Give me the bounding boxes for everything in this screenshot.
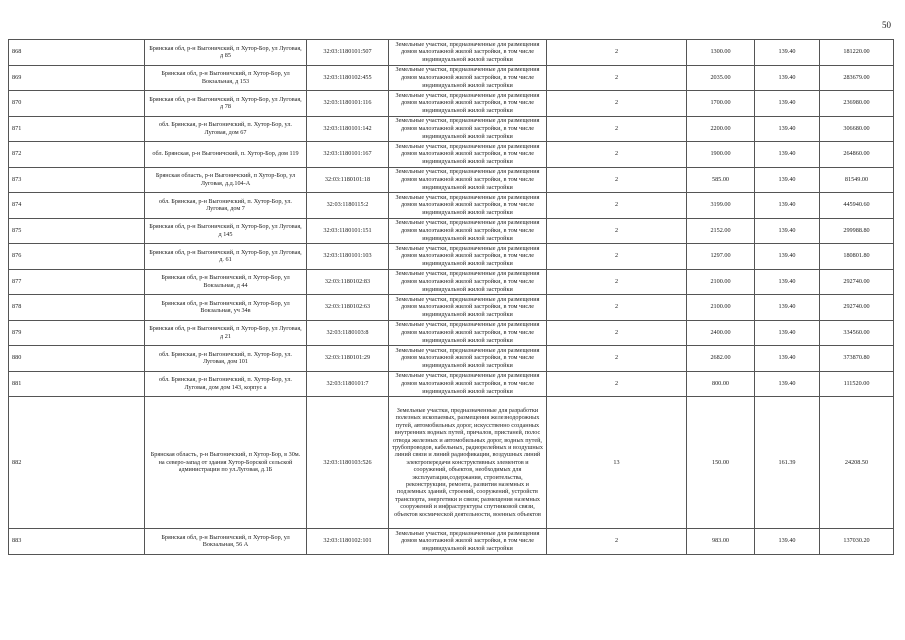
table-row — [9, 346, 894, 372]
cadastral-value-cell: 137030.20 — [820, 529, 894, 555]
land-use-cell: Земельные участки, предназначенные для размещения домов малоэтажной жилой застройки, в том числе индивидуальной жилой застройки — [389, 167, 547, 193]
row-number-cell: 868 — [9, 40, 145, 66]
cadastral-number-cell: 32:03:1180103:8 — [307, 320, 389, 346]
table-row — [9, 371, 894, 397]
area-cell: 1900.00 — [687, 142, 755, 168]
address-cell: обл. Брянская, р-н Выгоничский, п. Хутор-Бор, ул. Луговая, дом 7 — [145, 193, 307, 219]
cadastral-value-cell: 299988.80 — [820, 218, 894, 244]
row-number-cell: 877 — [9, 269, 145, 295]
land-use-cell: Земельные участки, предназначенные для размещения домов малоэтажной жилой застройки, в том числе индивидуальной жилой застройки — [389, 529, 547, 555]
cadastral-value-cell: 181220.00 — [820, 40, 894, 66]
row-number-cell: 882 — [9, 397, 145, 529]
row-number-cell: 878 — [9, 295, 145, 321]
row-number-cell: 880 — [9, 346, 145, 372]
land-use-cell: Земельные участки, предназначенные для размещения домов малоэтажной жилой застройки, в том числе индивидуальной жилой застройки — [389, 295, 547, 321]
specific-value-cell: 139.40 — [755, 269, 820, 295]
row-number-cell: 871 — [9, 116, 145, 142]
row-number-cell: 874 — [9, 193, 145, 219]
cadastral-number-cell: 32:03:1180101:142 — [307, 116, 389, 142]
address-cell: Брянская обл, р-н Выгоничский, п Хутор-Бор, ул Вокзальная, уч 34в — [145, 295, 307, 321]
cadastral-number-cell: 32:03:1180102:455 — [307, 65, 389, 91]
address-cell: Брянская обл, р-н Выгоничский, п Хутор-Бор, ул Луговая, д. 61 — [145, 244, 307, 270]
land-use-cell: Земельные участки, предназначенные для размещения домов малоэтажной жилой застройки, в том числе индивидуальной жилой застройки — [389, 142, 547, 168]
area-cell: 2400.00 — [687, 320, 755, 346]
address-cell: Брянская обл, р-н Выгоничский, п Хутор-Бор, ул Луговая, д 78 — [145, 91, 307, 117]
specific-value-cell: 139.40 — [755, 142, 820, 168]
table-row — [9, 397, 894, 529]
area-cell: 585.00 — [687, 167, 755, 193]
area-cell: 1700.00 — [687, 91, 755, 117]
cadastral-value-cell: 81549.00 — [820, 167, 894, 193]
table-body — [9, 40, 894, 555]
address-cell: обл. Брянская, р-н Выгоничский, п. Хутор-Бор, ул. Луговая, дом 67 — [145, 116, 307, 142]
specific-value-cell: 139.40 — [755, 320, 820, 346]
specific-value-cell: 139.40 — [755, 65, 820, 91]
area-cell: 2682.00 — [687, 346, 755, 372]
area-cell: 2200.00 — [687, 116, 755, 142]
table-row — [9, 167, 894, 193]
table-row — [9, 142, 894, 168]
land-use-cell: Земельные участки, предназначенные для размещения домов малоэтажной жилой застройки, в том числе индивидуальной жилой застройки — [389, 40, 547, 66]
area-cell: 2152.00 — [687, 218, 755, 244]
cadastral-value-cell: 24208.50 — [820, 397, 894, 529]
cadastral-number-cell: 32:03:1180101:18 — [307, 167, 389, 193]
use-kind-code-cell: 2 — [547, 193, 687, 219]
table-row — [9, 295, 894, 321]
use-kind-code-cell: 13 — [547, 397, 687, 529]
cadastral-number-cell: 32:03:1180115:2 — [307, 193, 389, 219]
land-use-cell: Земельные участки, предназначенные для размещения домов малоэтажной жилой застройки, в том числе индивидуальной жилой застройки — [389, 193, 547, 219]
row-number-cell: 873 — [9, 167, 145, 193]
row-number-cell: 879 — [9, 320, 145, 346]
row-number-cell: 872 — [9, 142, 145, 168]
use-kind-code-cell: 2 — [547, 320, 687, 346]
address-cell: Брянская обл, р-н Выгоничский, п Хутор-Бор, ул Луговая, д 85 — [145, 40, 307, 66]
use-kind-code-cell: 2 — [547, 295, 687, 321]
cadastral-number-cell: 32:03:1180101:7 — [307, 371, 389, 397]
use-kind-code-cell: 2 — [547, 116, 687, 142]
area-cell: 1300.00 — [687, 40, 755, 66]
row-number-cell: 883 — [9, 529, 145, 555]
row-number-cell: 876 — [9, 244, 145, 270]
cadastral-value-cell: 283679.00 — [820, 65, 894, 91]
cadastral-value-cell: 292740.00 — [820, 269, 894, 295]
address-cell: обл. Брянская, р-н Выгоничский, п. Хутор-Бор, дом 119 — [145, 142, 307, 168]
specific-value-cell: 161.39 — [755, 397, 820, 529]
use-kind-code-cell: 2 — [547, 65, 687, 91]
use-kind-code-cell: 2 — [547, 142, 687, 168]
use-kind-code-cell: 2 — [547, 40, 687, 66]
specific-value-cell: 139.40 — [755, 167, 820, 193]
table-row — [9, 529, 894, 555]
specific-value-cell: 139.40 — [755, 40, 820, 66]
address-cell: Брянская обл, р-н Выгоничский, п Хутор-Бор, ул Луговая, д 145 — [145, 218, 307, 244]
cadastral-value-cell: 373870.80 — [820, 346, 894, 372]
cadastral-value-cell: 445940.60 — [820, 193, 894, 219]
address-cell: Брянская обл, р-н Выгоничский, п Хутор-Бор, ул Вокзальная, д 44 — [145, 269, 307, 295]
land-use-cell: Земельные участки, предназначенные для размещения домов малоэтажной жилой застройки, в том числе индивидуальной жилой застройки — [389, 218, 547, 244]
land-use-cell: Земельные участки, предназначенные для размещения домов малоэтажной жилой застройки, в том числе индивидуальной жилой застройки — [389, 91, 547, 117]
use-kind-code-cell: 2 — [547, 244, 687, 270]
address-cell: Брянская обл, р-н Выгоничский, п Хутор-Бор, ул Вокзальная, д 153 — [145, 65, 307, 91]
specific-value-cell: 139.40 — [755, 295, 820, 321]
land-use-cell: Земельные участки, предназначенные для размещения домов малоэтажной жилой застройки, в том числе индивидуальной жилой застройки — [389, 320, 547, 346]
row-number-cell: 869 — [9, 65, 145, 91]
address-cell: Брянская область, р-н Выгоничский, п Хутор-Бор, ул Луговая, д.д.104-А — [145, 167, 307, 193]
land-use-cell: Земельные участки, предназначенные для размещения домов малоэтажной жилой застройки, в том числе индивидуальной жилой застройки — [389, 371, 547, 397]
cadastral-number-cell: 32:03:1180101:507 — [307, 40, 389, 66]
specific-value-cell: 139.40 — [755, 346, 820, 372]
page-number: 50 — [882, 20, 891, 30]
address-cell: обл. Брянская, р-н Выгоничский, п. Хутор-Бор, ул. Луговая, дом 101 — [145, 346, 307, 372]
row-number-cell: 881 — [9, 371, 145, 397]
land-use-cell: Земельные участки, предназначенные для размещения домов малоэтажной жилой застройки, в том числе индивидуальной жилой застройки — [389, 346, 547, 372]
address-cell: Брянская область, р-н Выгоничский, п Хутор-Бор, в 30м. на северо-запад от здания Хутор-Борской сельской администрации по ул.Луговая, д.1Б — [145, 397, 307, 529]
use-kind-code-cell: 2 — [547, 269, 687, 295]
table-row — [9, 65, 894, 91]
table-row — [9, 116, 894, 142]
land-use-cell: Земельные участки, предназначенные для разработки полезных ископаемых, размещения железнодорожных путей, автомобильных дорог, искусственно созданных внутренних водных путей, причалов, пристаней, полос отвода железных и автомобильных дорог, водных путей, трубопроводов, кабельных, радиорелейных и воздушных линий связи и линий радиофикации, воздушных линий электропередачи конструктивных элементов и сооружений, объектов, необходимых для эксплуатации,содержания, строительства, реконструкции, ремонта, развития наземных и подземных зданий, строений, сооружений, устройств транспорта, энергетики и связи; размещения наземных сооружений и инфраструктуры спутниковой связи, объектов космической деятельности, военных объектов — [389, 397, 547, 529]
cadastral-number-cell: 32:03:1180101:167 — [307, 142, 389, 168]
use-kind-code-cell: 2 — [547, 91, 687, 117]
area-cell: 2100.00 — [687, 269, 755, 295]
area-cell: 150.00 — [687, 397, 755, 529]
table-row — [9, 40, 894, 66]
specific-value-cell: 139.40 — [755, 371, 820, 397]
use-kind-code-cell: 2 — [547, 218, 687, 244]
land-registry-table — [8, 39, 894, 555]
area-cell: 2035.00 — [687, 65, 755, 91]
use-kind-code-cell: 2 — [547, 371, 687, 397]
cadastral-number-cell: 32:03:1180101:29 — [307, 346, 389, 372]
specific-value-cell: 139.40 — [755, 529, 820, 555]
area-cell: 3199.00 — [687, 193, 755, 219]
specific-value-cell: 139.40 — [755, 218, 820, 244]
cadastral-value-cell: 264860.00 — [820, 142, 894, 168]
table-row — [9, 269, 894, 295]
specific-value-cell: 139.40 — [755, 193, 820, 219]
land-use-cell: Земельные участки, предназначенные для размещения домов малоэтажной жилой застройки, в том числе индивидуальной жилой застройки — [389, 65, 547, 91]
use-kind-code-cell: 2 — [547, 167, 687, 193]
area-cell: 983.00 — [687, 529, 755, 555]
table-row — [9, 320, 894, 346]
cadastral-number-cell: 32:03:1180101:151 — [307, 218, 389, 244]
address-cell: Брянская обл, р-н Выгоничский, п Хутор-Бор, ул Луговая, д 21 — [145, 320, 307, 346]
table-row — [9, 218, 894, 244]
area-cell: 2100.00 — [687, 295, 755, 321]
cadastral-value-cell: 292740.00 — [820, 295, 894, 321]
cadastral-number-cell: 32:03:1180101:116 — [307, 91, 389, 117]
address-cell: Брянская обл, р-н Выгоничский, п Хутор-Бор, ул Вокзальная, 56 А — [145, 529, 307, 555]
table-row — [9, 244, 894, 270]
cadastral-value-cell: 236980.00 — [820, 91, 894, 117]
cadastral-number-cell: 32:03:1180102:83 — [307, 269, 389, 295]
area-cell: 800.00 — [687, 371, 755, 397]
use-kind-code-cell: 2 — [547, 529, 687, 555]
use-kind-code-cell: 2 — [547, 346, 687, 372]
area-cell: 1297.00 — [687, 244, 755, 270]
cadastral-value-cell: 180801.80 — [820, 244, 894, 270]
cadastral-value-cell: 111520.00 — [820, 371, 894, 397]
row-number-cell: 875 — [9, 218, 145, 244]
cadastral-value-cell: 306680.00 — [820, 116, 894, 142]
land-use-cell: Земельные участки, предназначенные для размещения домов малоэтажной жилой застройки, в том числе индивидуальной жилой застройки — [389, 116, 547, 142]
address-cell: обл. Брянская, р-н Выгоничский, п. Хутор-Бор, ул. Луговая, дом дом 143, корпус а — [145, 371, 307, 397]
cadastral-number-cell: 32:03:1180102:63 — [307, 295, 389, 321]
cadastral-value-cell: 334560.00 — [820, 320, 894, 346]
specific-value-cell: 139.40 — [755, 116, 820, 142]
cadastral-number-cell: 32:03:1180101:103 — [307, 244, 389, 270]
table-row — [9, 91, 894, 117]
specific-value-cell: 139.40 — [755, 91, 820, 117]
land-use-cell: Земельные участки, предназначенные для размещения домов малоэтажной жилой застройки, в том числе индивидуальной жилой застройки — [389, 269, 547, 295]
specific-value-cell: 139.40 — [755, 244, 820, 270]
cadastral-number-cell: 32:03:1180102:101 — [307, 529, 389, 555]
land-use-cell: Земельные участки, предназначенные для размещения домов малоэтажной жилой застройки, в том числе индивидуальной жилой застройки — [389, 244, 547, 270]
table-row — [9, 193, 894, 219]
cadastral-number-cell: 32:03:1180103:526 — [307, 397, 389, 529]
row-number-cell: 870 — [9, 91, 145, 117]
